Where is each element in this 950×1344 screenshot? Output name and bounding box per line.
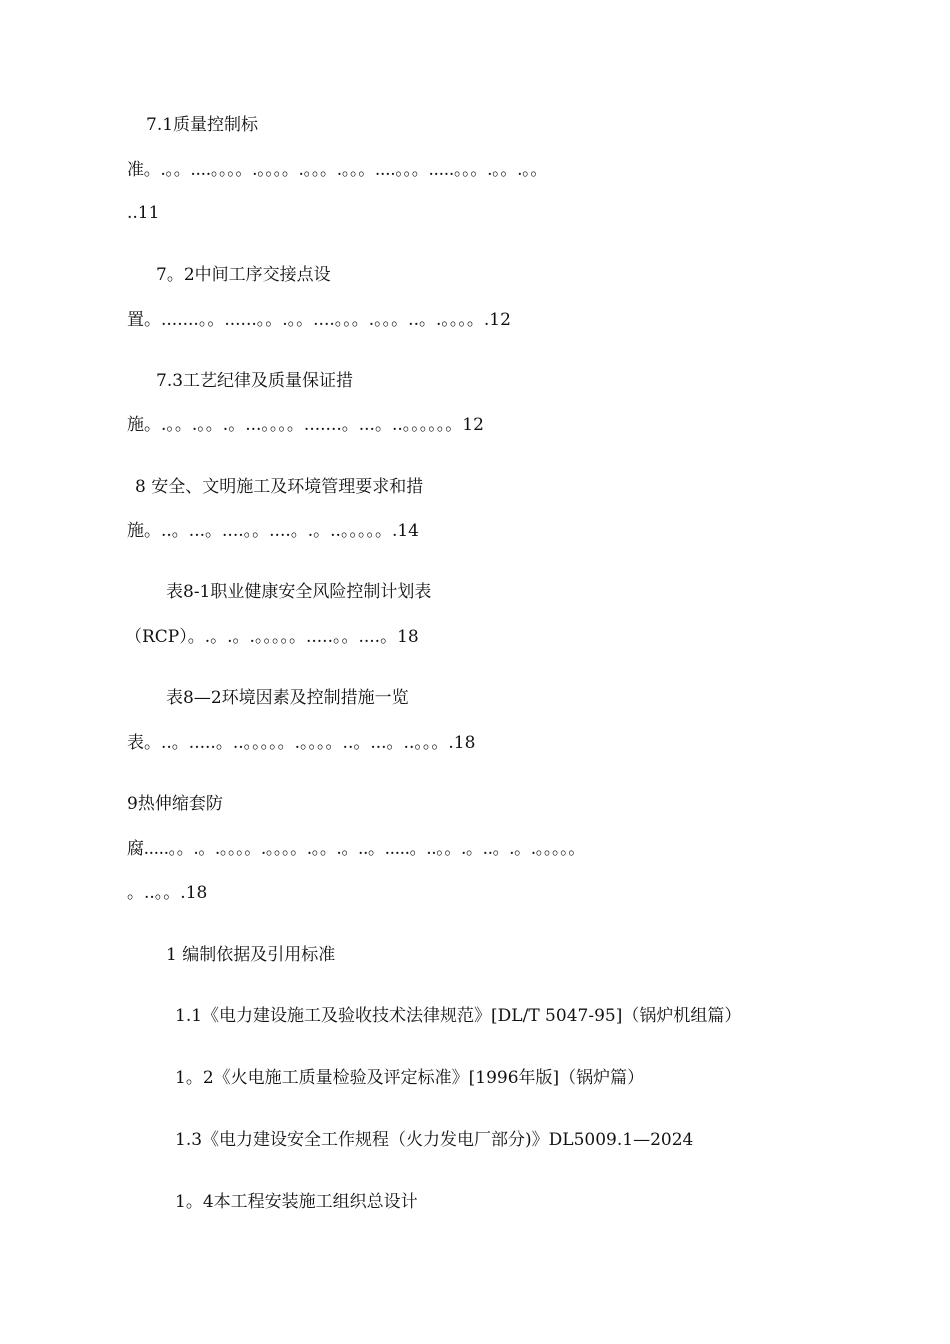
- reference-item-1-4: 1。4本工程安装施工组织总设计: [175, 1192, 418, 1212]
- reference-item-1-2: 1。2《火电施工质量检验及评定标准》[1996年版]（锅炉篇）: [175, 1068, 645, 1088]
- toc-table-8-1-leader: （RCP）。.。.。.。。。。。.....。。....。18: [125, 627, 419, 647]
- toc-7-1-leader: 准。.。。....。。。。.。。。。.。。。.。。。....。。。.....。。。.。。.。。: [127, 160, 548, 180]
- toc-7-1-title: 7.1质量控制标: [146, 115, 259, 135]
- toc-9-title: 9热伸缩套防: [127, 794, 223, 814]
- toc-table-8-2-title: 表8—2环境因素及控制措施一览: [166, 688, 409, 708]
- reference-item-1-1: 1.1《电力建设施工及验收技术法律规范》[DL/T 5047-95]（锅炉机组篇）: [175, 1006, 742, 1026]
- toc-7-2-title: 7。2中间工序交接点设: [156, 265, 331, 285]
- section-1-heading: 1 编制依据及引用标准: [166, 945, 336, 965]
- toc-8-leader: 施。..。...。....。。....。.。..。。。。。.14: [127, 521, 419, 541]
- toc-9-leader: 腐.....。。.。.。。。。.。。。。.。。.。..。.....。..。。.。..。.。.。。。。。: [127, 839, 585, 859]
- toc-7-1-page: ..11: [127, 203, 160, 223]
- toc-table-8-2-leader: 表。..。.....。..。。。。。.。。。。..。...。..。。。.18: [127, 733, 476, 753]
- toc-9-page: 。..。。.18: [127, 883, 208, 903]
- toc-table-8-1-title: 表8-1职业健康安全风险控制计划表: [166, 582, 432, 602]
- toc-7-3-leader: 施。.。。.。。.。...。。。。.......。...。..。。。。。。12: [127, 415, 484, 435]
- reference-item-1-3: 1.3《电力建设安全工作规程（火力发电厂部分)》DL5009.1—2024: [175, 1130, 694, 1150]
- toc-7-3-title: 7.3工艺纪律及质量保证措: [156, 371, 354, 391]
- toc-8-title: 8 安全、文明施工及环境管理要求和措: [135, 477, 424, 497]
- toc-7-2-leader: 置。.......。。......。。.。。....。。。.。。。..。.。。。。.12: [127, 310, 511, 330]
